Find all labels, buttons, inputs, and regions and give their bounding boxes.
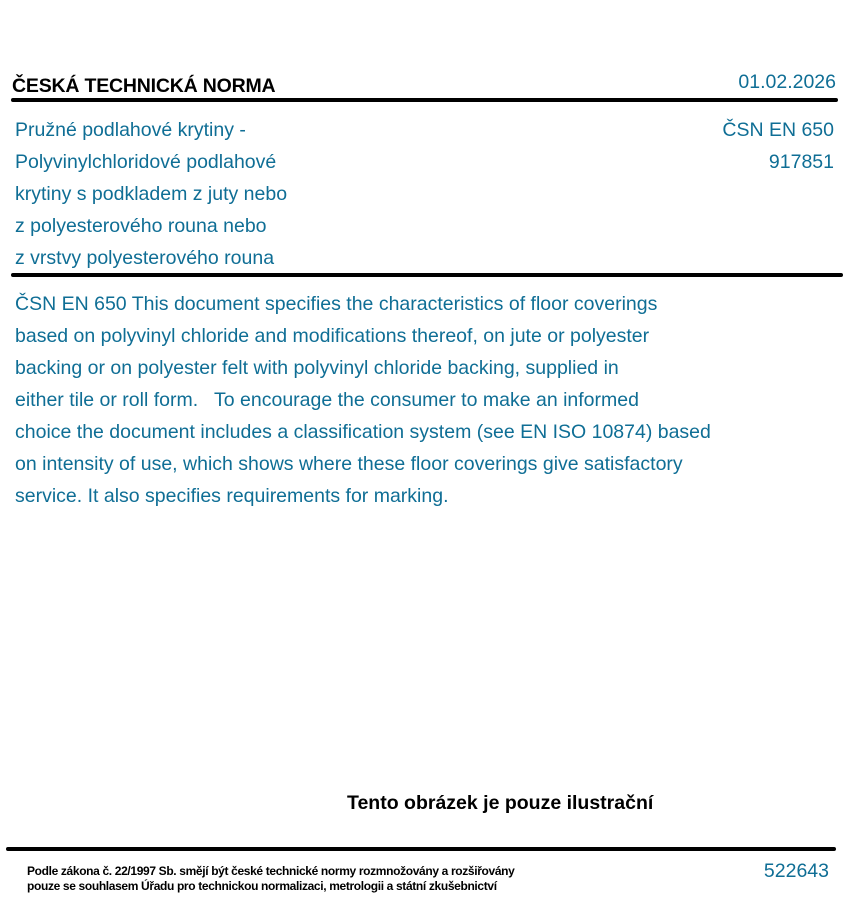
- abstract-line: based on polyvinyl chloride and modifications thereof, on jute or polyester: [15, 325, 650, 347]
- norm-heading: ČESKÁ TECHNICKÁ NORMA: [12, 75, 276, 97]
- title-divider: [11, 273, 843, 277]
- standard-identifiers: [722, 114, 834, 178]
- legal-line: Podle zákona č. 22/1997 Sb. smějí být české technické normy rozmnožovány a rozšiřovány: [27, 864, 515, 878]
- publication-date: 01.02.2026: [738, 71, 836, 93]
- abstract-line: service. It also specifies requirements for marking.: [15, 485, 449, 507]
- illustration-note: Tento obrázek je pouze ilustrační: [347, 792, 654, 814]
- catalog-number: 917851: [768, 151, 834, 173]
- footer-divider: [6, 847, 836, 851]
- legal-line: pouze se souhlasem Úřadu pro technickou normalizaci, metrologii a státní zkušebnictví: [27, 879, 497, 893]
- legal-notice: [27, 864, 514, 894]
- title-line: krytiny s podkladem z juty nebo: [15, 183, 288, 205]
- abstract-text: [15, 288, 711, 512]
- abstract-line: either tile or roll form. To encourage the consumer to make an informed: [15, 389, 639, 411]
- title-line: Pružné podlahové krytiny -: [15, 119, 246, 141]
- abstract-line: backing or on polyester felt with polyvinyl chloride backing, supplied in: [15, 357, 619, 379]
- title-line: Polyvinylchloridové podlahové: [15, 151, 277, 173]
- abstract-line: on intensity of use, which shows where these floor coverings give satisfactory: [15, 453, 683, 475]
- abstract-line: choice the document includes a classification system (see EN ISO 10874) based: [15, 421, 711, 443]
- document-id: 522643: [763, 860, 829, 882]
- title-line: z vrstvy polyesterového rouna: [15, 247, 275, 269]
- standard-code: ČSN EN 650: [722, 119, 834, 141]
- header-divider: [11, 98, 838, 102]
- abstract-line: ČSN EN 650 This document specifies the characteristics of floor coverings: [15, 293, 658, 315]
- title-line: z polyesterového rouna nebo: [15, 215, 267, 237]
- standard-title: [15, 114, 287, 274]
